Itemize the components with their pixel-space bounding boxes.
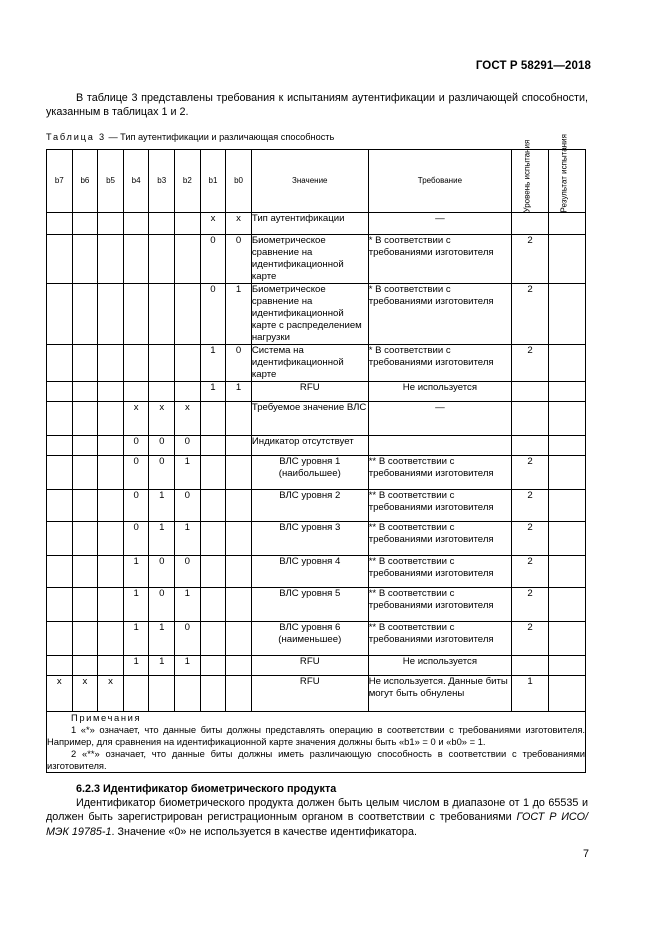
table-row (47, 622, 586, 656)
bit-cell-b5: x (98, 676, 124, 712)
bit-cell-b1 (200, 588, 226, 622)
bit-cell-b3 (149, 345, 175, 382)
bit-cell-b0 (226, 402, 252, 436)
bit-cell-b1 (200, 402, 226, 436)
bit-cell-b4: x (123, 402, 149, 436)
bit-cell-b7 (47, 213, 73, 235)
test-result-cell (549, 522, 586, 556)
table-notes (47, 712, 586, 773)
requirement-cell: — (368, 402, 511, 436)
test-level-cell (512, 402, 549, 436)
bit-cell-b4: 0 (123, 436, 149, 456)
bit-cell-b4: 0 (123, 522, 149, 556)
column-header: Требование (368, 150, 511, 213)
test-level-cell: 2 (512, 622, 549, 656)
requirement-cell: ** В соответствии с требованиями изготовителя (368, 456, 511, 490)
bit-cell-b0: x (226, 213, 252, 235)
bit-cell-b2 (175, 235, 201, 284)
standard-code: ГОСТ Р 58291—2018 (475, 60, 591, 72)
test-level-cell: 2 (512, 588, 549, 622)
bit-cell-b2: x (175, 402, 201, 436)
table-body (47, 213, 586, 712)
column-header-label: Уровень испытания (522, 139, 532, 212)
bit-cell-b1 (200, 656, 226, 676)
bit-cell-b6 (72, 522, 98, 556)
meaning-cell: ВЛС уровня 1 (наибольшее) (251, 456, 368, 490)
bit-cell-b0 (226, 490, 252, 522)
bit-cell-b7 (47, 402, 73, 436)
section-body-text-end: . Значение «0» не используется в качестве идентификатора. (111, 825, 417, 838)
test-result-cell (549, 676, 586, 712)
bit-cell-b7 (47, 556, 73, 588)
bit-cell-b7 (47, 522, 73, 556)
bit-cell-b7 (47, 656, 73, 676)
bit-cell-b2: 0 (175, 622, 201, 656)
bit-cell-b6 (72, 345, 98, 382)
test-result-cell (549, 656, 586, 676)
bit-cell-b1 (200, 676, 226, 712)
requirement-cell: ** В соответствии с требованиями изготовителя (368, 588, 511, 622)
test-level-cell: 2 (512, 284, 549, 345)
bit-cell-b7 (47, 588, 73, 622)
table-row (47, 656, 586, 676)
column-header-rotated (512, 139, 549, 213)
bit-cell-b6 (72, 656, 98, 676)
bit-cell-b1 (200, 436, 226, 456)
table-row (47, 456, 586, 490)
bit-cell-b3: 1 (149, 656, 175, 676)
bit-cell-b4 (123, 235, 149, 284)
column-header: b3 (149, 150, 175, 213)
column-header: b6 (72, 150, 98, 213)
bit-cell-b6 (72, 556, 98, 588)
test-result-cell (549, 382, 586, 402)
bit-cell-b1: x (200, 213, 226, 235)
table-caption-label: Таблица 3 (46, 132, 106, 142)
requirement-cell: Не используется (368, 656, 511, 676)
requirement-cell: Не используется (368, 382, 511, 402)
requirement-cell: ** В соответствии с требованиями изготовителя (368, 556, 511, 588)
bit-cell-b6 (72, 382, 98, 402)
bit-cell-b4: 1 (123, 588, 149, 622)
bit-cell-b6 (72, 436, 98, 456)
bit-cell-b2 (175, 213, 201, 235)
bit-cell-b5 (98, 213, 124, 235)
bit-cell-b3: x (149, 402, 175, 436)
standard-reference: ГОСТ Р ИСО/МЭК 19785-1 (46, 811, 588, 838)
bit-cell-b6 (72, 284, 98, 345)
requirement-cell: * В соответствии с требованиями изготовителя (368, 284, 511, 345)
note-item: 2 «**» означает, что данные биты должны иметь различающую способность в соответствии с требованиями изготовителя. (47, 748, 585, 771)
bit-cell-b0 (226, 622, 252, 656)
bit-cell-b6: x (72, 676, 98, 712)
test-level-cell (512, 382, 549, 402)
meaning-cell: Биометрическое сравнение на идентификационной карте (251, 235, 368, 284)
test-level-cell (512, 436, 549, 456)
bit-cell-b1 (200, 622, 226, 656)
meaning-cell: ВЛС уровня 2 (251, 490, 368, 522)
bit-cell-b7 (47, 456, 73, 490)
section-6-2-3 (46, 782, 588, 839)
bit-cell-b5 (98, 382, 124, 402)
meaning-cell: Требуемое значение ВЛС (251, 402, 368, 436)
meaning-cell: ВЛС уровня 3 (251, 522, 368, 556)
bit-cell-b0: 1 (226, 284, 252, 345)
bit-cell-b6 (72, 402, 98, 436)
bit-cell-b7: x (47, 676, 73, 712)
section-body-text: Идентификатор биометрического продукта должен быть целым числом в диапазоне от 1 до 65535 и должен быть зарегистрирован регистрационным органом в соответствии с требованиями (46, 797, 588, 824)
bit-cell-b7 (47, 490, 73, 522)
bit-cell-b2: 1 (175, 656, 201, 676)
bit-cell-b5 (98, 345, 124, 382)
bit-cell-b2: 1 (175, 456, 201, 490)
bit-cell-b1 (200, 522, 226, 556)
bit-cell-b1: 0 (200, 284, 226, 345)
column-header: b5 (98, 150, 124, 213)
column-header: b2 (175, 150, 201, 213)
bit-cell-b1 (200, 456, 226, 490)
bit-cell-b4: 1 (123, 656, 149, 676)
table-row (47, 522, 586, 556)
test-level-cell: 2 (512, 556, 549, 588)
bit-cell-b6 (72, 235, 98, 284)
requirement-cell: Не используется. Данные биты могут быть обнулены (368, 676, 511, 712)
table-row (47, 676, 586, 712)
section-heading: 6.2.3 Идентификатор биометрического продукта (76, 783, 337, 795)
bit-cell-b2: 1 (175, 588, 201, 622)
bit-cell-b3: 0 (149, 556, 175, 588)
test-result-cell (549, 345, 586, 382)
bit-cell-b2 (175, 284, 201, 345)
meaning-cell: ВЛС уровня 6 (наименьшее) (251, 622, 368, 656)
column-header: b7 (47, 150, 73, 213)
meaning-cell: RFU (251, 656, 368, 676)
bit-cell-b5 (98, 556, 124, 588)
bit-cell-b1: 1 (200, 382, 226, 402)
bit-cell-b4 (123, 382, 149, 402)
test-result-cell (549, 235, 586, 284)
test-result-cell (549, 213, 586, 235)
bit-cell-b1 (200, 556, 226, 588)
bit-cell-b4: 1 (123, 556, 149, 588)
test-result-cell (549, 402, 586, 436)
bit-cell-b3 (149, 235, 175, 284)
bit-cell-b0 (226, 436, 252, 456)
bit-cell-b2: 0 (175, 490, 201, 522)
bit-cell-b4 (123, 676, 149, 712)
test-level-cell: 2 (512, 490, 549, 522)
column-header: b4 (123, 150, 149, 213)
meaning-cell: Биометрическое сравнение на идентификационной карте с распределением нагрузки (251, 284, 368, 345)
bit-cell-b5 (98, 522, 124, 556)
bit-cell-b3: 1 (149, 522, 175, 556)
bit-cell-b3 (149, 284, 175, 345)
test-level-cell (512, 656, 549, 676)
test-level-cell: 2 (512, 345, 549, 382)
bit-cell-b6 (72, 588, 98, 622)
bit-cell-b5 (98, 656, 124, 676)
table-row (47, 402, 586, 436)
bit-cell-b3 (149, 213, 175, 235)
test-result-cell (549, 436, 586, 456)
bit-cell-b7 (47, 284, 73, 345)
bit-cell-b3 (149, 676, 175, 712)
bit-cell-b6 (72, 622, 98, 656)
table-row (47, 588, 586, 622)
meaning-cell: ВЛС уровня 4 (251, 556, 368, 588)
meaning-cell: ВЛС уровня 5 (251, 588, 368, 622)
bit-cell-b5 (98, 456, 124, 490)
notes-title: Примечания (71, 712, 142, 723)
table-row (47, 556, 586, 588)
bit-cell-b0: 0 (226, 235, 252, 284)
bit-cell-b7 (47, 382, 73, 402)
test-result-cell (549, 556, 586, 588)
requirement-cell (368, 436, 511, 456)
bit-cell-b2 (175, 676, 201, 712)
column-header: Значение (251, 150, 368, 213)
table-row (47, 345, 586, 382)
meaning-cell: RFU (251, 676, 368, 712)
bit-cell-b2 (175, 382, 201, 402)
requirement-cell: ** В соответствии с требованиями изготовителя (368, 622, 511, 656)
bit-cell-b4: 0 (123, 456, 149, 490)
bit-cell-b5 (98, 490, 124, 522)
table-caption (46, 132, 334, 142)
column-header: b0 (226, 150, 252, 213)
bit-cell-b0 (226, 522, 252, 556)
column-header-label: Результат испытания (559, 133, 569, 212)
table-row (47, 436, 586, 456)
bit-cell-b4 (123, 345, 149, 382)
bit-cell-b6 (72, 490, 98, 522)
intro-paragraph: В таблице 3 представлены требования к испытаниям аутентификации и различающей способности, указанным в таблицах 1 и 2. (46, 92, 588, 118)
table-row (47, 284, 586, 345)
test-result-cell (549, 490, 586, 522)
column-header-rotated (549, 133, 586, 213)
meaning-cell: Тип аутентификации (251, 213, 368, 235)
table-notes-row (47, 712, 586, 773)
table-header-row (47, 150, 586, 213)
bit-cell-b0 (226, 556, 252, 588)
table-row (47, 382, 586, 402)
bit-cell-b1 (200, 490, 226, 522)
requirement-cell: * В соответствии с требованиями изготовителя (368, 345, 511, 382)
bit-cell-b2: 0 (175, 436, 201, 456)
test-level-cell: 2 (512, 456, 549, 490)
bit-cell-b2: 1 (175, 522, 201, 556)
note-item: 1 «*» означает, что данные биты должны представлять операцию в соответствии с требованиями изготовителя. Например, для сравнения на идентификационной карте значения должны быть «b1» = 0 и «b0» = 1. (47, 724, 585, 747)
bit-cell-b7 (47, 235, 73, 284)
bit-cell-b3: 0 (149, 588, 175, 622)
meaning-cell: RFU (251, 382, 368, 402)
table-row (47, 490, 586, 522)
bit-cell-b4: 1 (123, 622, 149, 656)
test-result-cell (549, 588, 586, 622)
bit-cell-b5 (98, 436, 124, 456)
bit-cell-b6 (72, 213, 98, 235)
table-row (47, 213, 586, 235)
bit-cell-b0: 0 (226, 345, 252, 382)
bit-cell-b0 (226, 656, 252, 676)
bit-cell-b6 (72, 456, 98, 490)
bit-cell-b5 (98, 588, 124, 622)
test-level-cell: 2 (512, 522, 549, 556)
requirement-cell: ** В соответствии с требованиями изготовителя (368, 490, 511, 522)
bit-cell-b3: 0 (149, 456, 175, 490)
requirement-cell: — (368, 213, 511, 235)
bit-cell-b7 (47, 622, 73, 656)
bit-cell-b2: 0 (175, 556, 201, 588)
meaning-cell: Система на идентификационной карте (251, 345, 368, 382)
bit-cell-b7 (47, 436, 73, 456)
column-header: b1 (200, 150, 226, 213)
bit-cell-b4 (123, 213, 149, 235)
bit-cell-b5 (98, 235, 124, 284)
bit-cell-b0 (226, 676, 252, 712)
bit-cell-b5 (98, 622, 124, 656)
test-level-cell (512, 213, 549, 235)
test-level-cell: 1 (512, 676, 549, 712)
bit-cell-b2 (175, 345, 201, 382)
page-number: 7 (582, 848, 589, 860)
requirement-cell: * В соответствии с требованиями изготовителя (368, 235, 511, 284)
bit-cell-b7 (47, 345, 73, 382)
requirement-cell: ** В соответствии с требованиями изготовителя (368, 522, 511, 556)
bit-cell-b3: 1 (149, 622, 175, 656)
bit-cell-b3: 0 (149, 436, 175, 456)
bit-cell-b1: 0 (200, 235, 226, 284)
test-result-cell (549, 622, 586, 656)
table-caption-title: — Тип аутентификации и различающая способность (105, 132, 335, 142)
bit-cell-b4 (123, 284, 149, 345)
test-result-cell (549, 456, 586, 490)
test-result-cell (549, 284, 586, 345)
bit-cell-b1: 1 (200, 345, 226, 382)
bit-cell-b5 (98, 284, 124, 345)
bit-cell-b5 (98, 402, 124, 436)
bit-cell-b3 (149, 382, 175, 402)
section-body (46, 796, 588, 839)
bit-cell-b3: 1 (149, 490, 175, 522)
bit-cell-b0: 1 (226, 382, 252, 402)
bit-cell-b0 (226, 456, 252, 490)
bit-cell-b4: 0 (123, 490, 149, 522)
test-level-cell: 2 (512, 235, 549, 284)
meaning-cell: Индикатор отсутствует (251, 436, 368, 456)
bit-cell-b0 (226, 588, 252, 622)
table-row (47, 235, 586, 284)
